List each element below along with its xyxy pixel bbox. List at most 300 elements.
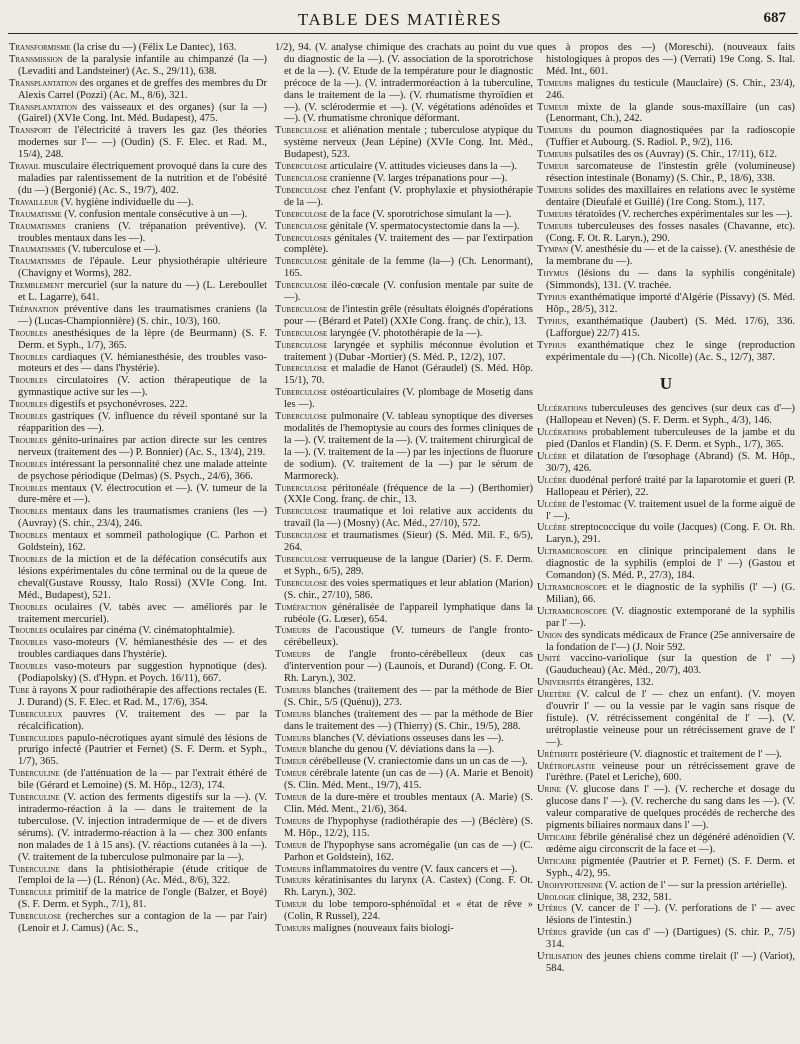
entry-headword: Tumeur: [275, 899, 307, 911]
entry-headword: Transport: [9, 125, 52, 137]
index-entry: [275, 899, 533, 923]
index-entry: [275, 792, 533, 816]
index-entry: [9, 530, 267, 554]
index-entry: [9, 709, 267, 733]
entry-headword: Ultramicroscope: [537, 581, 607, 593]
entry-headword: Tuberculose: [275, 339, 328, 351]
entry-headword: Travail: [9, 161, 41, 173]
entry-text: du poumon diagnostiquées par la radioscopie (Tuffier et Aubourg. (S. Radiol. P., 9/2), 116.: [546, 125, 795, 149]
entry-text: tératoïdes (V. recherches expérimentales sur les —).: [572, 208, 793, 220]
entry-headword: Tumeurs: [537, 220, 573, 232]
entry-headword: Tumeurs: [275, 732, 311, 744]
index-entry: [275, 256, 533, 280]
index-entry: [275, 709, 533, 733]
entry-text: de l'acoustique (V. tumeurs de l'angle fronto-cérébelleux).: [284, 625, 533, 649]
entry-headword: Tuberculose: [275, 363, 328, 375]
entry-headword: Tumeurs: [275, 815, 311, 827]
index-entry: [9, 352, 267, 376]
entry-headword: Tuberculose: [275, 184, 328, 196]
index-entry: [9, 280, 267, 304]
entry-text: (V. action des ferments digestifs sur la —). (V. intradermo-réaction à la — dans le traitement de la tuberculose. (V. injection intradermique de — et de divers sérums). (V. intradermo-réaction à la — chez 300 enfants non malades de 1 à 15 ans). (V. réactions cutanées à la —). (V. traitement de la tuberculose pulmonaire par la —).: [18, 792, 267, 863]
index-entry: [537, 185, 795, 209]
index-entry: [537, 677, 795, 689]
index-column-3: [537, 42, 795, 1042]
entry-headword: Tumeur: [275, 756, 307, 768]
index-entry: [275, 506, 533, 530]
entry-text: papulo-nécrotiques ayant simulé des lésions de prurigo infecté (Pautrier et Fernet) (S. F. Derm. et Syph., 1/7), 365.: [18, 732, 267, 768]
entry-headword: Tube: [9, 684, 30, 696]
index-entry: [275, 816, 533, 840]
index-entry: [9, 375, 267, 399]
index-entry: [537, 475, 795, 499]
entry-headword: Troubles: [9, 530, 48, 542]
entry-text: et aliénation mentale ; tuberculose atypique du système nerveux (Jean Lépine) (XVIe Cong. Int. Méd., Budapest), 523.: [284, 125, 533, 161]
index-entry: [9, 506, 267, 530]
entry-text: de l'estomac (V. traitement usuel de la forme aiguë de l' —).: [546, 498, 795, 522]
entry-headword: Troubles: [9, 399, 48, 411]
entry-headword: Troubles: [9, 601, 48, 613]
entry-text: (de l'atténuation de la — par l'extrait éthéré de bile (Gérard et Lemoine) (S. M. Hôp., 12/3), 174.: [18, 768, 267, 792]
entry-text: primitif de la matrice de l'ongle (Balzer, et Boyé) (S. F. Derm. et Syph., 7/1), 81.: [18, 887, 267, 911]
index-entry: [9, 221, 267, 245]
entry-text: oculaires par cinéma (V. cinématophtalmie).: [47, 625, 235, 637]
index-entry: [275, 221, 533, 233]
entry-headword: Tumeurs: [275, 708, 311, 720]
entry-headword: Tumeurs: [537, 208, 573, 220]
entry-text: iléo-cœcale (V. confusion mentale par suite de —).: [284, 280, 533, 304]
entry-text: postérieure (V. diagnostic et traitement de l' —).: [578, 748, 782, 760]
index-entry: [9, 887, 267, 911]
index-entry: [9, 637, 267, 661]
index-entry: [275, 280, 533, 304]
entry-text: digestifs et psychonévroses. 222.: [47, 399, 188, 411]
index-entry: [9, 602, 267, 626]
entry-headword: Tuberculose: [275, 411, 328, 423]
entry-text: et maladie de Hanot (Géraudel) (S. Méd. Hôp. 15/1), 70.: [284, 363, 533, 387]
index-entry: [537, 856, 795, 880]
entry-headword: Troubles: [9, 411, 48, 423]
entry-headword: Tuberculose: [275, 208, 328, 220]
entry-text: solides des maxillaires en relations avec le système dentaire (Dieufalé et Guillé) (1re Cong. Stom.), 117.: [546, 184, 795, 208]
entry-text: (V. anesthésie du — et de la caisse). (V. anesthésie de la membrane du —).: [546, 244, 795, 268]
entry-headword: Tumeur: [275, 768, 307, 780]
entry-text: mixte de la glande sous-maxillaire (un cas) (Lenormant, Ch.), 242.: [546, 101, 795, 125]
entry-headword: Tuberculose: [275, 553, 328, 565]
entry-headword: Traumatismes: [9, 244, 66, 256]
entry-headword: Tumeurs: [275, 875, 311, 887]
index-entry: [537, 427, 795, 451]
entry-text: (recherches sur a contagion de la — par l'air) (Lenoir et J. Camus) (Ac. S.,: [18, 911, 267, 935]
index-entry: [275, 875, 533, 899]
index-entry: [537, 292, 795, 316]
entry-text: génitales (V. traitement des — par l'extirpation complète).: [284, 232, 533, 256]
entry-text: génito-urinaires par action directe sur les centres nerveux (traitement des —) P. Bonnier) (Ac. S., 13/4), 219.: [18, 434, 267, 458]
entry-text: des voies spermatiques et leur ablation (Marion) (S. chir., 27/10), 586.: [284, 577, 533, 601]
entry-headword: Tuberculose: [275, 220, 328, 232]
entry-headword: Transplantation: [9, 77, 78, 89]
index-entry: [9, 911, 267, 935]
entry-headword: Troubles: [9, 434, 48, 446]
index-entry: [9, 102, 267, 126]
entry-headword: Tympan: [537, 244, 569, 256]
entry-text: probablement tuberculeuses de la jambe et du pied (Danlos et Flandin) (S. F. Derm. et Syph., 1/7), 365.: [546, 427, 795, 451]
entry-headword: Troubles: [9, 625, 48, 637]
entry-headword: Ultramicroscope: [537, 605, 607, 617]
entry-text: duodénal perforé traité par la laparotomie et gueri (P. Hallopeau et Périer), 22.: [546, 474, 795, 498]
index-entry: [9, 78, 267, 102]
section-letter: U: [659, 374, 673, 394]
index-entry: [9, 328, 267, 352]
index-entry: [275, 756, 533, 768]
entry-text: des vaisseaux et des organes) (sur la —) (Gairel) (XVIe Cong. Int. Méd. Budapest), 475.: [18, 101, 267, 125]
entry-headword: Tumeurs: [275, 684, 311, 696]
entry-text: vaccino-variolique (sur la question de l' —) (Gauducheau) (Ac. Méd., 20/7), 403.: [546, 653, 795, 677]
entry-headword: Tuberculose: [275, 530, 328, 542]
index-entry: [275, 161, 533, 173]
index-entry: [537, 951, 795, 975]
entry-text: clinique, 38, 232, 581.: [575, 891, 672, 903]
entry-headword: Tumeurs: [537, 149, 573, 161]
entry-text: malignes du testicule (Mauclaire) (S. Chir., 23/4), 246.: [546, 77, 795, 101]
index-entry: [275, 649, 533, 685]
index-entry: [275, 530, 533, 554]
entry-text: streptococcique du voile (Jacques) (Cong. F. Ot. Rh. Laryn.), 291.: [546, 522, 795, 546]
entry-headword: Tremblement: [9, 280, 64, 292]
entry-headword: Tuberculose: [275, 161, 328, 173]
entry-text: chez l'enfant (V. prophylaxie et physiothérapie de la —).: [284, 184, 533, 208]
entry-text: du lobe temporo-sphénoïdal et « état de rêve » (Colin, R Russel), 224.: [284, 899, 533, 923]
index-entry: [9, 864, 267, 888]
entry-headword: Traumatismes: [9, 256, 66, 268]
index-column-2: [275, 42, 533, 1042]
entry-headword: Urologie: [537, 891, 576, 903]
index-entry: [9, 685, 267, 709]
entry-headword: Tumeurs: [537, 184, 573, 196]
entry-headword: Tuberculoses: [275, 232, 332, 244]
entry-text: vaso-moteurs (V. hémianesthésie des — et des troubles cardiaques dans l'hystérie).: [18, 637, 267, 661]
index-entry: [537, 832, 795, 856]
entry-headword: Tumeurs: [275, 923, 311, 935]
index-entry: [275, 411, 533, 482]
entry-headword: Typhus: [537, 339, 567, 351]
entry-text: de l'électricité à travers les gaz (les théories modernes sur l'— —) (Oudin) (S. F. Elec. et Rad. M., 15/4), 248.: [18, 125, 267, 161]
entry-text: laryngée et syphilis méconnue évolution et traitement ) (Dubar -Mortier) (S. Méd. P., 12/2), 107.: [284, 339, 533, 363]
entry-headword: Tuberculose: [275, 482, 328, 494]
entry-text: à rayons X pour radiothérapie des affections rectales (E. J. Durand) (S. F. Elec. et Rad. M., 17/6), 354.: [18, 684, 267, 708]
entry-text: pigmentée (Pautrier et P. Fernet) (S. F. Derm. et Syph., 4/2), 95.: [546, 855, 795, 879]
entry-headword: Utilisation: [537, 951, 583, 963]
index-entry: [537, 892, 795, 904]
index-entry: [275, 578, 533, 602]
entry-headword: Tumeur: [275, 839, 307, 851]
entry-headword: Ulcère: [537, 498, 567, 510]
entry-text: articulaire (V. attitudes vicieuses dans la —).: [327, 161, 517, 173]
index-entry: [537, 606, 795, 630]
entry-text: cardiaques (V. hémianesthésie, des troubles vaso-moteurs et des — dans l'hystérie).: [18, 351, 267, 375]
index-entry: [537, 499, 795, 523]
index-entry: [275, 328, 533, 340]
entry-headword: Traumatisme: [9, 208, 62, 220]
entry-text: pulsatiles des os (Auvray) (S. Chir., 17/11), 612.: [572, 149, 778, 161]
entry-text: 1/2), 94. (V. analyse chimique des crachats au point du vue du diagnostic de la —). (V. association de la sporotrichose et de la —). (V. Etude de la température pour le diagnostic précoce de la —). (V. intradermoréaction à la tuberculine, dans le traitement de la —). (V. rhumatisme thyroïdien et —). (V. sclérodermie et —). (V. végétations adénoïdes et —). (V. rhumatisme chronique déformant.: [275, 42, 533, 125]
index-entry: [275, 363, 533, 387]
index-entry: [9, 661, 267, 685]
entry-headword: Ulcérations: [537, 427, 588, 439]
index-entry: [275, 304, 533, 328]
index-entry: [9, 625, 267, 637]
index-entry: [9, 244, 267, 256]
entry-text: génitale de la femme (la—) (Ch. Lenormant), 165.: [284, 256, 533, 280]
index-entry: [537, 125, 795, 149]
index-entry: [537, 451, 795, 475]
entry-text: malignes (nouveaux faits biologi-: [310, 923, 454, 935]
entry-headword: Utérus: [537, 927, 567, 939]
entry-text: vaso-moteurs par suggestion hypnotique (des). (Podiapolsky) (S. d'Hypn. et Poych. 16/11), 667.: [18, 661, 267, 685]
entry-text: mentaux et sommeil pathologique (C. Parhon et Goldstein), 162.: [18, 530, 267, 554]
index-entry: [9, 459, 267, 483]
index-entry: [537, 761, 795, 785]
entry-text: blanche du genou (V. déviations dans la —).: [306, 744, 495, 756]
entry-headword: Tuberculose: [275, 256, 328, 268]
entry-text: ostéoarticulaires (V. plombage de Mosetig dans les —).: [284, 387, 533, 411]
entry-headword: Tumeurs: [275, 625, 311, 637]
entry-text: cérébrale latente (un cas de —) (A. Marie et Benoit) (S. Clin. Méd. Ment., 19/7), 415.: [284, 768, 533, 792]
index-entry: [275, 233, 533, 257]
entry-text: génitale (V. spermatocystectomie dans la —).: [327, 220, 520, 232]
entry-text: (V. tuberculose et —).: [65, 244, 161, 256]
entry-text: et traumatismes (Sieur) (S. Méd. Mil. F., 6/5), 264.: [284, 530, 533, 554]
entry-headword: Tuberculose: [275, 327, 328, 339]
entry-text: oculaires (V. tabès avec — améliorés par le traitement mercuriel).: [18, 601, 267, 625]
entry-headword: Ultramicroscope: [537, 546, 607, 558]
entry-headword: Tuberculose: [275, 125, 328, 137]
entry-text: laryngée (V. photothérapie de la —).: [327, 327, 483, 339]
entry-text: sarcomateuse de l'instestin grêle (volumineuse) résection intestinale (Bonamy) (S. Chir., P., 18/6), 338.: [546, 161, 795, 184]
entry-headword: Tumeurs: [275, 863, 311, 875]
entry-text: et dilatation de l'œsophage (Abrand) (S. M. Hôp., 30/7), 426.: [546, 451, 795, 474]
entry-headword: Ulcère: [537, 522, 567, 534]
index-entry: [9, 161, 267, 197]
index-entry: [275, 340, 533, 364]
entry-headword: Typhus: [537, 315, 567, 327]
entry-headword: Tuberculose: [275, 506, 328, 518]
entry-headword: Ulcère: [537, 451, 567, 462]
entry-headword: Ulcère: [537, 474, 567, 486]
entry-headword: Troubles: [9, 553, 48, 565]
index-entry: [275, 554, 533, 578]
index-entry: [9, 399, 267, 411]
entry-text: de la miction et de la défécation consécutifs aux lésions expérimentales du cône terminal ou de la queue de cheval(Gustave Roussy, Italo Rossi) (XVIe Cong. Int. Méd., Budapest), 521.: [18, 553, 267, 601]
entry-text: intéressant la personnalité chez une malade atteinte de psychose périodique (Delmas) (S. Psych., 24/6), 366.: [18, 458, 267, 482]
entry-text: de la paralysie infantile au chimpanzé (la —) (Levaditi and Landsteiner) (Ac. S., 29/11), 638.: [18, 53, 267, 77]
entry-headword: Urticaire: [537, 855, 577, 867]
entry-text: (V. diagnostic extemporané de la syphilis par l' —).: [546, 605, 795, 629]
index-entry: [537, 653, 795, 677]
index-entry: [275, 387, 533, 411]
index-entry: [537, 209, 795, 221]
index-entry: [275, 625, 533, 649]
entry-text: traumatique et loi relative aux accidents du travail (la —) (Mosny) (Ac. Méd., 27/10), 572.: [284, 506, 533, 530]
entry-text: (V. calcul de l' — chez un enfant). (V. moyen d'ouvrir l' — ou la vessie par le vagin sans risque de fistule). (V. rétrécissement congénital de l' —). (V. urétroplastie veineuse pour un rétrécissement grave de l' —).: [546, 689, 795, 748]
entry-text: (V. glucose dans l' —). (V. recherche et dosage du glucose dans l' —). (V. recherche du sang dans les —). (V. valeur comparative de quelques procédés de recherche des pigments biliaires normaux dans l' —).: [546, 784, 795, 832]
entry-text: de l'hypophyse (radiothérapie des —) (Béclère) (S. M. Hôp., 12/2), 115.: [284, 815, 533, 839]
index-entry: [9, 304, 267, 328]
index-entry: [537, 880, 795, 892]
entry-headword: Troubles: [9, 661, 48, 673]
index-entry: [537, 268, 795, 292]
index-column-1: [9, 42, 267, 1042]
index-entry: [9, 435, 267, 459]
index-entry: [275, 685, 533, 709]
entry-headword: Troubles: [9, 506, 48, 518]
entry-headword: Ulcérations: [537, 403, 588, 415]
entry-text: mentaux dans les traumatismes craniens (les —) (Auvray) (S. chir., 23/4), 246.: [18, 506, 267, 530]
index-entry: [9, 54, 267, 78]
entry-text: et le diagnostic de la syphilis (l' —) (G. Milian), 66.: [546, 581, 795, 605]
entry-headword: Troubles: [9, 458, 48, 470]
entry-text: de la face (V. sporotrichose simulant la —).: [327, 208, 512, 220]
index-entry: [537, 221, 795, 245]
entry-text: verruqueuse de la langue (Darier) (S. F. Derm. et Syph., 6/5), 289.: [284, 553, 533, 577]
entry-text: préventive dans les traumatismes craniens (la —) (Lucas-Championnière) (S. chir., 10/3), 160.: [18, 303, 267, 327]
entry-headword: Tuberculose: [275, 172, 328, 184]
index-entry: [537, 102, 795, 126]
entry-headword: Universités: [537, 677, 585, 689]
index-entry: [9, 125, 267, 161]
entry-text: de la dure-mère et troubles mentaux (A. Marie) (S. Clin. Méd. Ment., 21/6), 364.: [284, 792, 533, 815]
entry-text: mercuriel (sur la nature du —) (L. Lereboullet et L. Lagarre), 641.: [18, 280, 267, 304]
index-entry: [537, 149, 795, 161]
entry-text: (V. confusion mentale consécutive à un —).: [61, 208, 248, 220]
entry-headword: Typhus: [537, 292, 567, 304]
index-entry: [537, 522, 795, 546]
index-entry: [9, 411, 267, 435]
entry-text: musculaire électriquement provoqué dans la cure des maladies par ralentissement de la nutrition et de l'obésité (du —) (Bergonié) (Ac. S., 19/7), 402.: [18, 161, 267, 196]
entry-headword: Utérus: [537, 903, 567, 915]
entry-headword: Tuberculose: [275, 280, 328, 292]
entry-text: exanthématique chez le singe (reproduction expérimentale du —) (Ch. Nicolle) (Ac. S., 12/7), 387.: [546, 339, 795, 363]
entry-text: des jeunes chiens comme tirelait (l' —) (Variot), 584.: [546, 951, 795, 974]
entry-headword: Tumeurs: [275, 649, 311, 661]
entry-text: (V. cancer de l' —). (V. perforations de l' — avec lésions de l'intestin.): [546, 903, 795, 927]
entry-text: étrangères, 132.: [584, 677, 654, 689]
entry-text: de l'hypophyse sans acromégalie (un cas de —) (C. Parhon et Goldstein), 162.: [284, 839, 533, 863]
index-entry: [275, 840, 533, 864]
index-entry: [9, 554, 267, 602]
index-entry: [9, 483, 267, 507]
entry-headword: Tubercule: [9, 887, 53, 899]
entry-text: des organes et de greffes des membres du Dr Alexis Carrel (Pozzi) (Ac. M., 8/6), 321.: [18, 77, 267, 101]
index-entry: [537, 316, 795, 340]
entry-headword: Tuberculose: [9, 911, 62, 923]
index-entry: [275, 744, 533, 756]
entry-text: kératinisantes du larynx (A. Castex) (Cong. F. Ot. Rh. Laryn.), 302.: [284, 875, 533, 899]
entry-headword: Unité: [537, 653, 561, 665]
index-entry: [537, 161, 795, 185]
index-entry: [275, 185, 533, 209]
entry-headword: Tuberculine: [9, 768, 60, 780]
entry-headword: Tuberculose: [275, 577, 328, 589]
entry-headword: Tumeurs: [537, 77, 573, 89]
entry-headword: Trépanation: [9, 303, 59, 315]
entry-text: pulmonaire (V. tableau synoptique des diverses modalités de l'hemoptysie au cours des formes cliniques de la —). (V. traitement de la —). (V. traitement chirurgical de la —). (V. traitement de la —) par les injections de fluorure de sodium). (V. traitement de la —) par le sérum de Marmoreck).: [284, 411, 533, 482]
entry-text: dans la phtisiothérapie (étude critique de l'emploi de la —) (L. Rénon) (Ac. Méd., 8/6), 322.: [18, 863, 267, 887]
entry-text: circulatoires (V. action thérapeutique de la gymnastique active sur les —).: [18, 375, 267, 399]
entry-text: ques à propos des —) (Moreschi). (nouveaux faits histologiques à propos des —) (Verrati) 19e Cong. S. Ital. Méd. Int., 601.: [537, 42, 795, 77]
entry-text: cranienne (V. larges trépanations pour —).: [327, 172, 508, 184]
entry-text: anesthésiques de la lèpre (de Beurmann) (S. F. Derm. et Syph., 1/7), 365.: [18, 327, 267, 351]
entry-headword: Urticaire: [537, 832, 577, 843]
entry-text: exanthématique importé d'Algérie (Pissavy) (S. Méd. Hôp., 28/5), 312.: [546, 292, 795, 315]
index-entry: [537, 749, 795, 761]
entry-headword: Uréthrite: [537, 748, 579, 760]
index-entry: [537, 903, 795, 927]
entry-headword: Transplantation: [9, 101, 78, 113]
entry-headword: Thymus: [537, 268, 569, 280]
entry-headword: Urohypotensine: [537, 879, 603, 891]
entry-text: cérébelleuse (V. craniectomie dans un un cas de —).: [306, 756, 528, 768]
entry-text: (V. action de l' — sur la pression artérielle).: [602, 879, 788, 891]
entry-text: blanches (V. déviations osseuses dans les —).: [310, 732, 504, 744]
entry-text: , exanthématique (Jaubert) (S. Méd. 17/6), 336. (Lafforgue) 22/7) 415.: [546, 315, 795, 339]
entry-headword: Urétroplastie: [537, 760, 596, 772]
index-entry: [275, 602, 533, 626]
index-entry: [537, 244, 795, 268]
entry-text: péritonéale (fréquence de la —) (Berthomier) (XXIe Cong. franç. de chir., 13.: [284, 482, 533, 506]
entry-headword: Troubles: [9, 375, 48, 387]
index-entry: [9, 197, 267, 209]
entry-headword: Tuberculine: [9, 792, 60, 804]
index-entry: [9, 42, 267, 54]
index-entry: [537, 42, 795, 78]
entry-text: de l'intestin grêle (résultats éloignés d'opérations pour — (Bérard et Patel) (XXIe Cong. franç. de chir.), 13.: [284, 303, 533, 327]
entry-text: craniens (V. trépanation préventive). (V. troubles mentaux dans les —).: [18, 220, 267, 244]
index-entry: [275, 768, 533, 792]
entry-headword: Tuberculides: [9, 732, 64, 744]
entry-headword: Tumeur: [537, 101, 569, 113]
entry-text: tuberculeuses des fosses nasales (Chavanne, etc). (Cong. F. Ot. R. Laryn.), 290.: [546, 220, 795, 244]
entry-text: gravide (un cas d' —) (Dartigues) (S. chir. P., 7/5) 314.: [546, 927, 795, 951]
entry-text: en clinique principalement dans le diagnostic de la syphilis (emploi de l' —) (Gastou et Comandon) (S. Méd. P., 27/3), 184.: [546, 546, 795, 582]
entry-text: inflammatoires du ventre (V. faux cancers et —).: [310, 863, 518, 875]
entry-headword: Tuberculeux: [9, 708, 63, 720]
entry-text: de l'épaule. Leur physiothérapie ultérieure (Chavigny et Worms), 282.: [18, 256, 267, 280]
entry-headword: Tumeurs: [537, 125, 573, 137]
index-entry: [9, 768, 267, 792]
entry-headword: Union: [537, 629, 563, 641]
entry-headword: Troubles: [9, 351, 48, 363]
index-entry: [275, 483, 533, 507]
entry-headword: Urine: [537, 784, 561, 796]
entry-headword: Travailleur: [9, 196, 59, 208]
entry-text: blanches (traitement des — par la méthode de Bier (S. Chir., 5/5 (Quénu)), 273.: [284, 684, 533, 708]
entry-headword: Tuberculose: [275, 387, 328, 399]
entry-headword: Transformisme: [9, 42, 71, 53]
entry-text: généralisée de l'appareil lymphatique dans la rubéole (G. Lœser), 654.: [284, 601, 533, 625]
entry-text: (lésions du — dans la syphilis congénitale) (Simmonds), 131. (V. trachée.: [546, 268, 795, 292]
index-entry: [537, 927, 795, 951]
index-entry: [537, 784, 795, 832]
index-entry: [275, 42, 533, 125]
index-entry: [275, 173, 533, 185]
entry-text: blanches (traitement des — par la méthode de Bier dans le traitement des —) (Thierry) (S. Chir., 19/5), 288.: [284, 708, 533, 732]
entry-text: tuberculeuses des gencives (sur deux cas d'—) (Hallopeau et Neven) (S. F. Derm. et Syph., 4/3), 146.: [546, 403, 795, 427]
entry-text: pauvres (V. traitement des — par la récalcification).: [18, 708, 267, 732]
index-entry: [537, 582, 795, 606]
entry-headword: Transmission: [9, 53, 63, 65]
entry-headword: Tuméfaction: [275, 601, 327, 613]
index-entry: [275, 864, 533, 876]
